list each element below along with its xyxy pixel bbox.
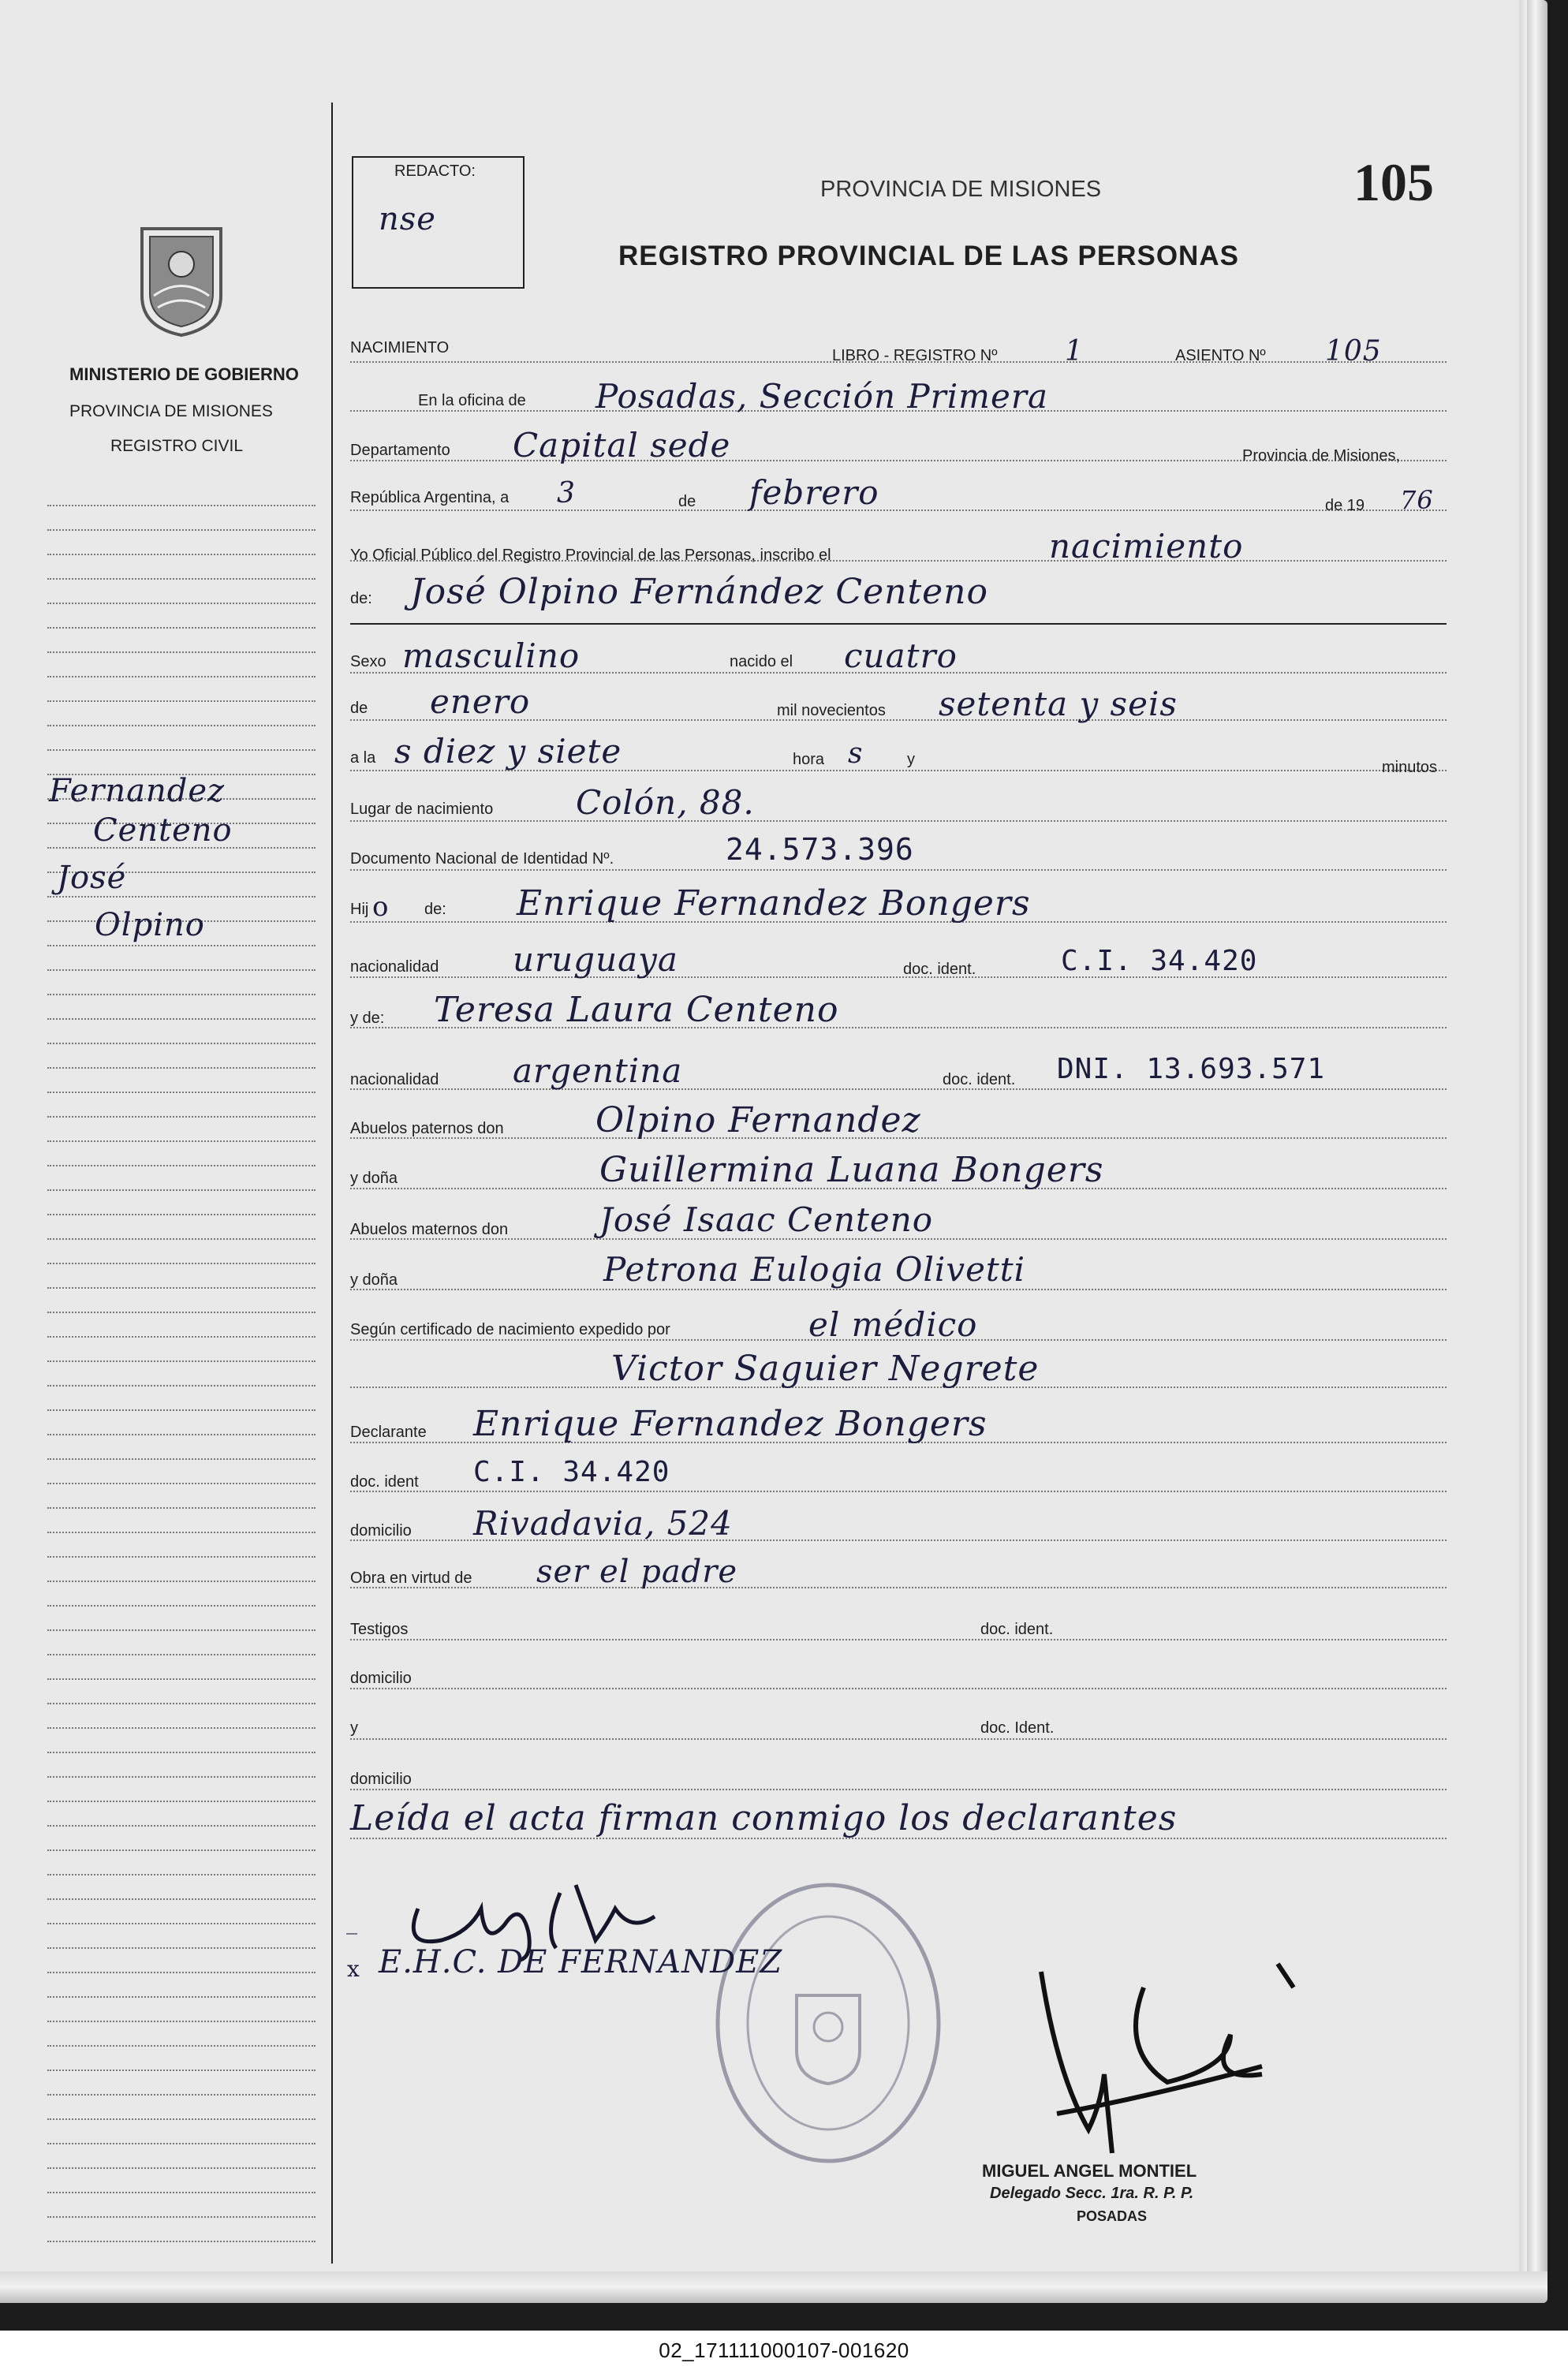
- form-dotted-line: [350, 1289, 1447, 1290]
- page-bottom-edge: [0, 2271, 1547, 2303]
- margin-dotted-line: [47, 676, 315, 677]
- form-dotted-line: [350, 1789, 1447, 1790]
- medico-value: Victor Saguier Negrete: [611, 1349, 1040, 1389]
- margin-dotted-line: [47, 1263, 315, 1264]
- oficina-label: En la oficina de: [418, 392, 526, 409]
- de3-label: de:: [424, 901, 446, 918]
- oficina-value: Posadas, Sección Primera: [595, 377, 1048, 416]
- margin-dotted-line: [47, 1067, 315, 1069]
- nacionalidad1-label: nacionalidad: [350, 958, 439, 976]
- margin-dotted-line: [47, 1703, 315, 1704]
- padre-value: Enrique Fernandez Bongers: [517, 883, 1031, 924]
- mil-value: setenta y seis: [939, 685, 1178, 723]
- margin-note-name1: José: [57, 860, 127, 896]
- official-city: POSADAS: [1077, 2208, 1148, 2224]
- margin-dotted-line: [47, 1214, 315, 1215]
- asiento-label: ASIENTO Nº: [1175, 347, 1266, 364]
- margin-dotted-line: [47, 1092, 315, 1093]
- margin-dotted-line: [47, 1629, 315, 1631]
- de-label: de: [678, 493, 696, 510]
- margin-dotted-line: [47, 627, 315, 629]
- margin-dotted-line: [47, 1752, 315, 1753]
- margin-dotted-line: [47, 1018, 315, 1020]
- margin-dotted-line: [47, 1287, 315, 1289]
- anio-label: de 19: [1325, 497, 1365, 514]
- margin-dotted-line: [47, 1776, 315, 1778]
- obra-label: Obra en virtud de: [350, 1569, 472, 1587]
- margin-dotted-line: [47, 1654, 315, 1655]
- doc2-value: DNI. 13.693.571: [1057, 1053, 1326, 1085]
- yde-label: y de:: [350, 1010, 385, 1027]
- margin-dotted-line: [47, 749, 315, 751]
- margin-dotted-line: [47, 1605, 315, 1607]
- margin-dotted-line: [47, 1336, 315, 1338]
- province-header: PROVINCIA DE MISIONES: [820, 177, 1102, 202]
- margin-dotted-line: [47, 1140, 315, 1142]
- image-id-footer: [0, 2331, 1568, 2370]
- abuelo-mat-value: José Isaac Centeno: [599, 1200, 934, 1239]
- margin-dotted-line: [47, 700, 315, 702]
- abuelo-pat-value: Olpino Fernandez: [595, 1100, 921, 1140]
- margin-rule: [331, 103, 333, 2264]
- madre-value: Teresa Laura Centeno: [434, 990, 839, 1030]
- margin-dotted-line: [47, 554, 315, 555]
- departamento-value: Capital sede: [513, 426, 731, 465]
- margin-dotted-line: [47, 2045, 315, 2047]
- docident-label: doc. ident: [350, 1473, 419, 1491]
- docident-value: C.I. 34.420: [473, 1456, 670, 1488]
- y3-label: y: [350, 1719, 358, 1737]
- libro-value: 1: [1065, 335, 1084, 368]
- abuelos-mat-label: Abuelos maternos don: [350, 1221, 509, 1238]
- ydona2-label: y doña: [350, 1271, 398, 1289]
- form-dotted-line: [350, 509, 1447, 511]
- margin-dotted-line: [47, 945, 315, 946]
- mes-nac-value: enero: [430, 682, 531, 721]
- abuela-pat-value: Guillermina Luana Bongers: [599, 1150, 1104, 1190]
- margin-dotted-line: [47, 1923, 315, 1924]
- margin-dotted-line: [47, 578, 315, 580]
- margin-dotted-line: [47, 2070, 315, 2071]
- redacto-label: REDACTO:: [394, 162, 476, 180]
- form-dotted-line: [350, 820, 1447, 822]
- margin-note-name2: Olpino: [95, 907, 205, 943]
- minutos-label: minutos: [1382, 759, 1438, 776]
- doc2-label: doc. ident.: [943, 1071, 1016, 1088]
- registry-title: REGISTRO PROVINCIAL DE LAS PERSONAS: [618, 241, 1239, 271]
- margin-dotted-line: [47, 505, 315, 506]
- margin-dotted-line: [47, 896, 315, 898]
- nacido-value: cuatro: [844, 636, 958, 675]
- margin-dotted-line: [47, 994, 315, 995]
- name-underline: [350, 623, 1447, 625]
- testigos-label: Testigos: [350, 1621, 409, 1638]
- form-dotted-line: [350, 1491, 1447, 1492]
- ministry-label: MINISTERIO DE GOBIERNO: [69, 364, 299, 384]
- certificado-label: Según certificado de nacimiento expedido por: [350, 1321, 670, 1338]
- declarante-label: Declarante: [350, 1424, 427, 1441]
- margin-dotted-line: [47, 1434, 315, 1435]
- hora-value: s diez y siete: [394, 732, 622, 771]
- doc1-label: doc. ident.: [903, 961, 976, 978]
- doc-t2-label: doc. Ident.: [980, 1719, 1055, 1737]
- margin-dotted-line: [47, 1874, 315, 1875]
- margin-note-surname2: Centeno: [93, 812, 233, 849]
- margin-dotted-line: [47, 651, 315, 653]
- asiento-value: 105: [1325, 335, 1382, 368]
- de2-label: de: [350, 700, 368, 717]
- margin-dotted-line: [47, 2192, 315, 2193]
- y-label: y: [907, 751, 915, 768]
- page-number: 105: [1353, 152, 1434, 212]
- anio-value: 76: [1400, 485, 1434, 515]
- dni-value: 24.573.396: [726, 832, 914, 867]
- declarante-value: Enrique Fernandez Bongers: [473, 1404, 987, 1444]
- lugar-label: Lugar de nacimiento: [350, 801, 494, 818]
- provincia-label: Provincia de Misiones,: [1242, 447, 1401, 465]
- form-dotted-line: [350, 1738, 1447, 1740]
- margin-dotted-line: [47, 1360, 315, 1362]
- margin-dotted-line: [47, 1532, 315, 1533]
- form-dotted-line: [350, 1688, 1447, 1689]
- margin-dotted-line: [47, 1947, 315, 1949]
- margin-dotted-line: [47, 1458, 315, 1460]
- hij-suffix: o: [372, 891, 390, 923]
- margin-dotted-line: [47, 1312, 315, 1313]
- margin-dotted-line: [47, 1385, 315, 1387]
- nacionalidad2-label: nacionalidad: [350, 1071, 439, 1088]
- margin-dotted-line: [47, 1409, 315, 1411]
- lugar-value: Colón, 88.: [576, 783, 755, 822]
- nacimiento-label: NACIMIENTO: [350, 339, 450, 356]
- domicilio2-label: domicilio: [350, 1670, 412, 1687]
- sexo-label: Sexo: [350, 653, 386, 670]
- margin-dotted-line: [47, 1165, 315, 1166]
- margin-dotted-line: [47, 2021, 315, 2022]
- margin-dotted-line: [47, 2216, 315, 2218]
- x-mark: x: [347, 1956, 360, 1982]
- abuelos-pat-label: Abuelos paternos don: [350, 1120, 504, 1137]
- province-label: PROVINCIA DE MISIONES: [69, 402, 273, 420]
- image-id: 02_171111000107-001620: [659, 2338, 909, 2362]
- margin-dotted-line: [47, 1043, 315, 1044]
- mark-x-top: _: [346, 1909, 358, 1935]
- domicilio-value: Rivadavia, 524: [473, 1504, 733, 1543]
- oficial-label: Yo Oficial Público del Registro Provincial de las Personas, inscribo el: [350, 547, 831, 564]
- libro-label: LIBRO - REGISTRO Nº: [832, 347, 998, 364]
- oficial-value: nacimiento: [1049, 527, 1244, 565]
- margin-dotted-line: [47, 1825, 315, 1827]
- margin-dotted-line: [47, 1238, 315, 1240]
- official-role: Delegado Secc. 1ra. R. P. P.: [990, 2185, 1194, 2202]
- margin-dotted-line: [47, 2118, 315, 2120]
- official-name: MIGUEL ANGEL MONTIEL: [982, 2161, 1197, 2181]
- nacionalidad2-value: argentina: [513, 1051, 683, 1090]
- republica-label: República Argentina, a: [350, 489, 510, 506]
- ala-label: a la: [350, 749, 376, 767]
- horas-suffix: s: [848, 737, 864, 770]
- departamento-label: Departamento: [350, 442, 450, 459]
- dni-label: Documento Nacional de Identidad Nº.: [350, 850, 614, 868]
- margin-dotted-line: [47, 1727, 315, 1729]
- margin-dotted-line: [47, 1801, 315, 1802]
- dia-value: 3: [557, 477, 576, 509]
- sexo-value: masculino: [402, 636, 581, 675]
- leida-value: Leída el acta firman conmigo los declarantes: [350, 1798, 1178, 1838]
- page-edge: [1519, 0, 1527, 2303]
- margin-dotted-line: [47, 1849, 315, 1851]
- ydona1-label: y doña: [350, 1170, 398, 1187]
- horas-label: hora: [793, 751, 825, 768]
- page-edge-outer: [1527, 0, 1547, 2303]
- margin-dotted-line: [47, 1972, 315, 1973]
- margin-dotted-line: [47, 603, 315, 604]
- margin-dotted-line: [47, 2241, 315, 2242]
- nombre-value: José Olpino Fernández Centeno: [410, 572, 988, 612]
- domicilio-label: domicilio: [350, 1522, 412, 1540]
- margin-note-surname1: Fernandez: [49, 773, 226, 809]
- margin-dotted-line: [47, 1678, 315, 1680]
- margin-dotted-line: [47, 1581, 315, 1582]
- doc-t1-label: doc. ident.: [980, 1621, 1054, 1638]
- margin-dotted-line: [47, 2167, 315, 2169]
- signature-name-value: E.H.C. DE FERNANDEZ: [379, 1944, 783, 1980]
- hij-label: Hij: [350, 901, 369, 918]
- margin-dotted-line: [47, 1189, 315, 1191]
- obra-value: ser el padre: [536, 1554, 738, 1590]
- margin-dotted-line: [47, 1116, 315, 1118]
- official-signature: [1025, 1956, 1357, 2177]
- margin-dotted-line: [47, 1556, 315, 1558]
- margin-dotted-line: [47, 1996, 315, 1998]
- form-dotted-line: [350, 869, 1447, 871]
- doc1-value: C.I. 34.420: [1061, 945, 1258, 977]
- mes-value: febrero: [749, 473, 879, 512]
- margin-dotted-line: [47, 1898, 315, 1900]
- de-nombre-label: de:: [350, 590, 372, 607]
- abuela-mat-value: Petrona Eulogia Olivetti: [603, 1250, 1026, 1289]
- margin-dotted-line: [47, 2094, 315, 2096]
- form-dotted-line: [350, 1587, 1447, 1588]
- margin-dotted-line: [47, 1507, 315, 1509]
- nacionalidad1-value: uruguaya: [513, 940, 678, 979]
- margin-dotted-line: [47, 969, 315, 971]
- nacido-label: nacido el: [730, 653, 793, 670]
- coat-of-arms-icon: [130, 221, 233, 339]
- redacto-value: nse: [379, 201, 436, 237]
- margin-dotted-line: [47, 2143, 315, 2144]
- domicilio3-label: domicilio: [350, 1771, 412, 1788]
- form-dotted-line: [350, 1639, 1447, 1640]
- margin-dotted-line: [47, 529, 315, 531]
- margin-dotted-line: [47, 1483, 315, 1484]
- margin-dotted-line: [47, 725, 315, 726]
- registry-label: REGISTRO CIVIL: [110, 437, 244, 455]
- certificado-value: el médico: [808, 1305, 978, 1344]
- mil-label: mil novecientos: [777, 702, 886, 719]
